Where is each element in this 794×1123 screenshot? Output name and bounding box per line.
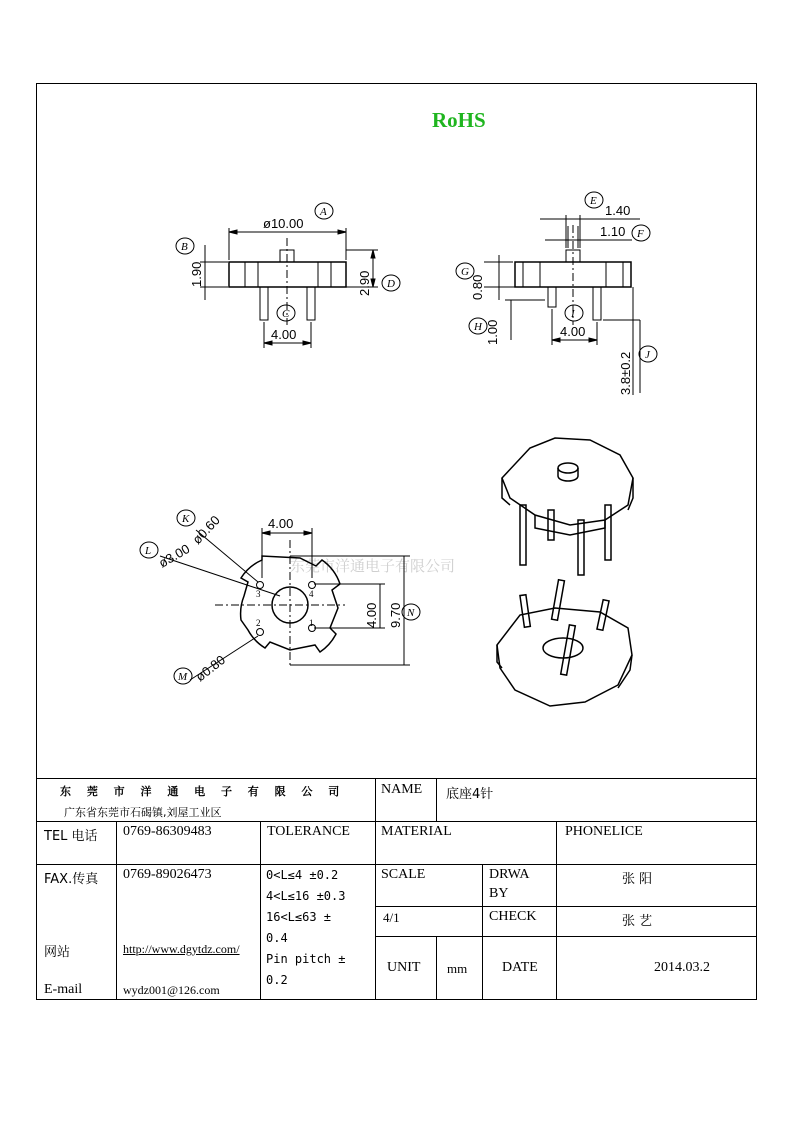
name-value: 底座4针 xyxy=(446,787,494,802)
dim-vert-4: 4.00 xyxy=(364,602,379,628)
date-label: DATE xyxy=(502,960,538,975)
scale-label: SCALE xyxy=(381,867,426,882)
phonelice-label: PHONELICE xyxy=(565,824,643,839)
pin-number: 3 xyxy=(256,589,261,599)
scale-value: 4/1 xyxy=(383,910,400,925)
date-value: 2014.03.2 xyxy=(654,960,710,975)
callout-k: K xyxy=(182,513,190,525)
dim-top-width: 4.00 xyxy=(268,516,294,531)
tolerance-line-4: 0.4 xyxy=(266,931,288,945)
callout-a: A xyxy=(320,206,327,218)
tolerance-line-5: Pin pitch ± xyxy=(266,952,346,966)
email-value[interactable]: wydz001@126.com xyxy=(123,983,220,997)
callout-n: N xyxy=(407,607,415,619)
check-value: 张 艺 xyxy=(622,914,653,929)
tolerance-line-6: 0.2 xyxy=(266,973,288,987)
unit-label: UNIT xyxy=(387,960,421,975)
callout-h: H xyxy=(474,321,482,333)
callout-d: D xyxy=(387,278,395,290)
web-label: 网站 xyxy=(44,945,71,960)
dim-h: 1.00 xyxy=(485,319,500,345)
dim-k: ø0.60 xyxy=(189,512,223,548)
side-view xyxy=(484,215,640,395)
callout-l: L xyxy=(145,545,152,557)
pin-number: 1 xyxy=(309,618,314,628)
tel-value: 0769-86309483 xyxy=(123,824,212,839)
callout-g: G xyxy=(461,266,469,278)
callout-i: I xyxy=(571,308,575,320)
tolerance-label: TOLERANCE xyxy=(267,824,350,839)
iso-view-top xyxy=(502,438,633,575)
dim-j: 3.8±0.2 xyxy=(618,351,633,395)
fax-label: FAX.传真 xyxy=(44,872,99,887)
callout-b: B xyxy=(181,241,188,253)
dim-g: 0.80 xyxy=(470,274,485,300)
drawby-value: 张 阳 xyxy=(622,872,653,887)
pin-number: 2 xyxy=(256,618,261,628)
fax-value: 0769-89026473 xyxy=(123,867,212,882)
rohs-mark: RoHS xyxy=(432,108,486,132)
unit-value: mm xyxy=(447,961,468,976)
check-label: CHECK xyxy=(489,909,537,924)
tolerance-line-3: 16<L≤63 ± xyxy=(266,910,332,924)
material-label: MATERIAL xyxy=(381,824,452,839)
callout-f: F xyxy=(637,228,644,240)
dim-m: ø0.80 xyxy=(192,652,229,685)
web-link[interactable]: http://www.dgytdz.com/ xyxy=(123,942,240,956)
dim-e: 1.40 xyxy=(605,203,631,218)
dim-height-left: 1.90 xyxy=(189,261,204,287)
email-label: E-mail xyxy=(44,982,83,997)
drawby-label-2: BY xyxy=(489,886,509,901)
dim-vert-970: 9.70 xyxy=(388,602,403,628)
dim-height-right: 2.90 xyxy=(357,270,372,296)
tel-label: TEL 电话 xyxy=(44,829,98,844)
dim-l: ø3.00 xyxy=(156,540,193,571)
dim-pin-spacing-side: 4.00 xyxy=(560,324,586,339)
callout-m: M xyxy=(178,671,188,683)
tolerance-line-2: 4<L≤16 ±0.3 xyxy=(266,889,346,903)
dim-pin-spacing-front: 4.00 xyxy=(271,327,297,342)
company-name: 东 莞 市 洋 通 电 子 有 限 公 司 xyxy=(60,785,346,798)
dim-f: 1.10 xyxy=(600,224,626,239)
callout-e: E xyxy=(590,195,597,207)
callout-c: C xyxy=(282,308,290,320)
name-label: NAME xyxy=(381,782,423,797)
dim-diameter: ø10.00 xyxy=(263,216,304,231)
tolerance-line-1: 0<L≤4 ±0.2 xyxy=(266,868,339,882)
callout-j: J xyxy=(645,349,650,361)
watermark: 东莞市洋通电子有限公司 xyxy=(290,557,456,575)
drawby-label-1: DRWA xyxy=(489,867,530,882)
iso-view-bottom xyxy=(497,580,632,706)
company-address: 广东省东莞市石碣镇,刘屋工业区 xyxy=(64,806,222,819)
pin-number: 4 xyxy=(309,589,314,599)
